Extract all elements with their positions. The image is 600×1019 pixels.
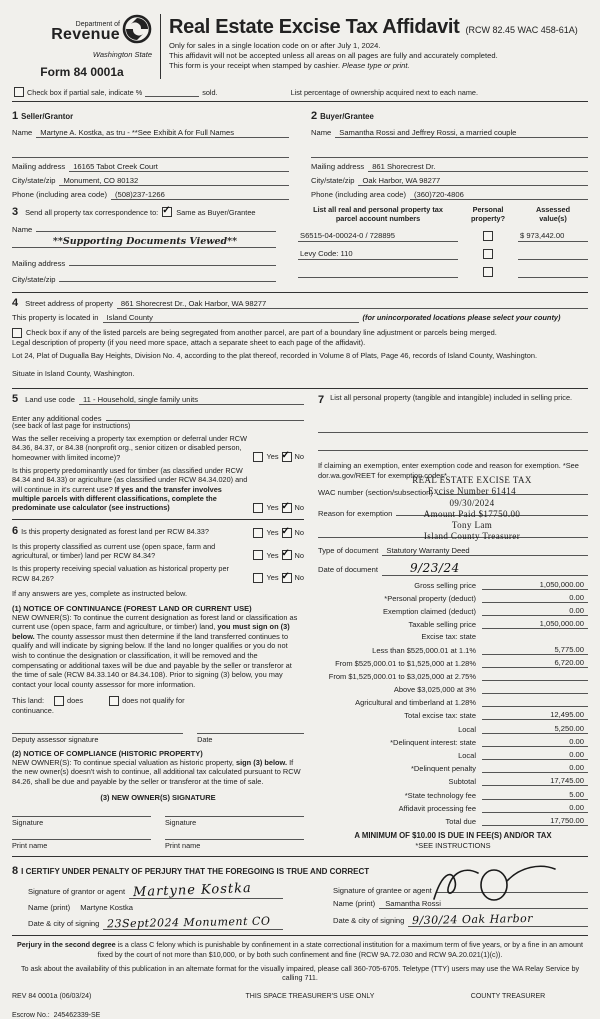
personal-property-field-1[interactable] [318,423,588,433]
personal-property-field-2[interactable] [318,441,588,451]
q6b-no-checkbox[interactable] [282,550,292,560]
grantee-date-city-field[interactable]: 9/30/24 Oak Harbor [408,913,588,927]
dor-swirl-icon [122,14,152,49]
new-owner-signature-title: (3) NEW OWNER(S) SIGNATURE [100,793,216,803]
q6c-yes-checkbox[interactable] [253,573,263,583]
street-address-field[interactable]: 861 Shorecrest Dr., Oak Harbor, WA 98277 [117,299,588,309]
deputy-assessor-signature-field[interactable]: Deputy assessor signature [12,733,183,744]
assessed-value-field[interactable] [518,249,588,260]
tier4-tax-field[interactable] [482,684,588,694]
buyer-section: 2 Buyer/Grantee Name Samantha Rossi and Jeffrey Rossi, a married couple Mailing address 861 Shorecrest Dr. City/state/zip Oak Harbor, WA 98277 Phone (including area code) (360)720-4806 [311,106,588,200]
same-as-buyer-checkbox[interactable] [162,207,172,217]
parcel-row [298,249,588,260]
delinquent-interest-state-field[interactable]: 0.00 [482,737,588,747]
buyer-heading: Buyer/Grantee [320,112,374,121]
q6a-yes-checkbox[interactable] [253,528,263,538]
header-note-2: This affidavit will not be accepted unless all areas on all pages are fully and accurately completed. [169,51,498,61]
rev-number: REV 84 0001a (06/03/24) [12,992,92,1000]
seller-section: 1 Seller/Grantor Name Martyne A. Kostka, as tru - **See Exhibit A for Full Names Mailing address 16165 Tabot Creek Court City/state/zip Monument, CO 80132 Phone (including area code) (508)237-1266 [12,106,289,200]
grantee-signing-block: Signature of grantee or agent Name (print) Samantha Rossi Date & city of signing 9/30/24 Oak Harbor [317,879,588,930]
section7-rule [12,856,588,857]
subtotal-field[interactable]: 17,745.00 [482,776,588,786]
section8-rule [12,935,588,936]
q6c-no-checkbox[interactable] [282,573,292,583]
minimum-due-note: A MINIMUM OF $10.00 IS DUE IN FEE(S) AND/OR TAX [354,830,552,840]
revenue-wordmark: Revenue [51,25,120,43]
situate-note: Situate in Island County, Washington. [12,369,135,379]
document-date-field[interactable]: 9/23/24 [382,561,588,576]
treasurer-stamp: REAL ESTATE EXCISE TAX Excise Number 61414 09/30/2024 Amount Paid $17750.00 Tony Lam Island County Treasurer [412,475,532,542]
delinquent-penalty-field[interactable]: 0.00 [482,763,588,773]
parcel-number-field[interactable] [298,267,458,278]
parcel-number-field[interactable]: S6515-04-00024-0 / 728895 [298,231,458,242]
parcel-col-header: List all real and personal property tax parcel account numbers [313,205,443,223]
if-yes-note: If any answers are yes, complete as instructed below. [12,588,187,598]
certify-statement: I CERTIFY UNDER PENALTY OF PERJURY THAT THE FOREGOING IS TRUE AND CORRECT [21,867,370,877]
page-title: Real Estate Excise Tax Affidavit [169,16,460,38]
assessed-value-field[interactable]: $ 973,442.00 [518,231,588,242]
agricultural-tax-field[interactable] [482,697,588,707]
tier3-tax-field[interactable] [482,671,588,681]
grantor-signing-block: Signature of grantor or agent Martyne Kostka Name (print) Martyne Kostka Date & city of signing 23Sept2024 Monument CO [12,879,283,930]
form-header [12,14,588,79]
buyer-city-field[interactable]: Oak Harbor, WA 98277 [358,176,588,186]
assessed-value-col-header: Assessed value(s) [535,205,571,223]
segregated-note: Check box if any of the listed parcels are being segregated from another parcel, are part of a boundary line adjustment or parcels being merged. [26,328,497,337]
seller-city-field[interactable]: Monument, CO 80132 [59,176,289,186]
same-as-buyer-label: Same as Buyer/Grantee [176,207,256,217]
correspondence-city-field[interactable] [59,272,276,282]
personal-property-checkbox-2[interactable] [483,249,493,259]
personal-property-deduct-field[interactable]: 0.00 [482,593,588,603]
form-number: Form 84 0001a [40,65,124,79]
parcel-table [298,206,588,284]
land-use-code-field[interactable]: 11 - Household, single family units [79,395,304,405]
correspondence-label: Send all property tax correspondence to: [25,207,159,217]
supporting-documents-note: **Supporting Documents Viewed** [12,236,276,248]
seller-phone-field[interactable]: (508)237-1266 [111,190,289,200]
additional-codes-field[interactable] [106,411,305,421]
parcel-row [298,267,588,278]
gross-selling-price-field[interactable]: 1,050,000.00 [482,580,588,590]
personal-property-intro: List all personal property (tangible and intangible) included in selling price. [330,392,573,402]
personal-property-section: 7 List all personal property (tangible and intangible) included in selling price. If claiming an exemption, enter exemption code and reason for exemption. *See dor.wa.gov/REET for exemption codes* WAC number (section/subsection) Reason for exemption REAL ESTATE EXCISE TAX Excise Number 61414 09/30/2024 Amount Paid $17750.00 Tony Lam Island County Treasurer Type of document Statutory Warranty Deed Date of document 9/23/24 Gross selling price 1,050,000.00 *Personal property (deduct) 0.00 Exemption claimed (deduct) 0.00 Taxable selling price 1,050,000.00 Excise tax: state Less than $525,000.01 at 1.1% 5,775.00 From $525,000.01 to $1,525,000 at 1.28% 6,720.00 From $1,525,000.01 to $3,025,000 at 2.75% Above $3,025,000 at 3% Agricultural and timberland at 1.28% Total excise tax: state 12,495.00 Local 5,250.00 *Delinquent interest: state 0.00 Local 0.00 *Delinquent penalty 0.00 Subtotal 17,745.00 *State technology fee 5.00 Affidavit processing fee 0.00 Total due 17,750.00 A MINIMUM OF $10.00 IS DUE IN FEE(S) AND/OR TAX *SEE INSTRUCTIONS [318,393,588,851]
buyer-name2-field[interactable] [311,148,588,158]
partial-sale-row [14,87,588,97]
escrow-number: Escrow No.: 245462339-SE [12,1011,101,1019]
parcel-number-field[interactable]: Levy Code: 110 [298,249,458,260]
total-excise-state-field[interactable]: 12,495.00 [482,710,588,720]
legal-description: Lot 24, Plat of Dugualla Bay Heights, Division No. 4, according to the plat thereof, recorded in Volume 8 of Plats, Page 46, records of Island County, Washington. [12,350,538,360]
new-owner-signature-field-2[interactable]: Signature [165,816,304,827]
legal-description-label: Legal description of property (if you need more space, attach a separate sheet to each page of the affidavit). [12,338,366,347]
dor-logo [12,14,160,79]
seller-name2-field[interactable] [12,148,289,158]
header-divider [160,14,161,79]
new-owner-printname-field-1[interactable]: Print name [12,839,151,850]
ownership-note: List percentage of ownership acquired next to each name. [290,88,479,97]
accessibility-note: To ask about the availability of this publication in an alternate format for the visually impaired, please call 360-705-6705. Teletype (TTY) users may use the WA Relay Service by calling 711. [20,964,580,983]
seller-mailing-field[interactable]: 16165 Tabot Creek Court [69,162,289,172]
grantor-signature-field[interactable]: Martyne Kostka [129,883,283,899]
timber-agriculture-question: Is this property predominantly used for timber (as classified under RCW 84.34 and 84.33) or agriculture (as classified under RCW 84.34.020) and will continue in it's current use? If yes and the transfer involves multiple parcels with different classifications, complete the predominate use calculator (see instructions) [12,465,248,513]
correspondence-mailing-field[interactable] [69,256,276,266]
historical-property-question: Is this property receiving special valuation as historical property per RCW 84.26? [12,564,229,583]
delinquent-interest-local-field[interactable]: 0.00 [482,750,588,760]
continuance-label: continuance. [12,705,54,715]
certification-section: 8 I CERTIFY UNDER PENALTY OF PERJURY THAT THE FOREGOING IS TRUE AND CORRECT Signature of grantor or agent Martyne Kostka Name (print) Martyne Kostka Date & city of signing 23Sept2024 Monument CO Signature of grantee or agent Name (print) Samantha Rossi Date & city of signing 9/30/24 Oak Harbor [12,861,588,930]
notice-compliance-text: NEW OWNER(S): To continue special valuation as historic property, sign (3) below. If the new owner(s) doesn't wish to continue, all additional tax calculated pursuant to RCW 84.26, shall be due and payable by the seller or transferor at the time of sale. [12,757,301,786]
parcel-row [298,231,588,242]
partial-sale-checkbox[interactable] [14,87,24,97]
county-treasurer-label: COUNTY TREASURER [470,992,546,1000]
grantor-print-name: Martyne Kostka [80,903,133,913]
personal-property-checkbox-1[interactable] [483,231,493,241]
seller-heading: Seller/Grantor [21,112,74,121]
left-column [12,393,304,851]
q5a-no-checkbox[interactable] [282,452,292,462]
taxable-selling-price-field[interactable]: 1,050,000.00 [482,619,588,629]
header-note-3: This form is your receipt when stamped by cashier. Please type or print. [169,61,410,71]
q5b-yes-checkbox[interactable] [253,503,263,513]
county-note: (for unincorporated locations please select your county) [362,313,561,322]
affidavit-processing-fee-field[interactable]: 0.00 [482,803,588,813]
notice-continuance-title: (1) NOTICE OF CONTINUANCE (FOREST LAND OR CURRENT USE) [12,603,252,613]
perjury-note: Perjury in the second degree is a class C felony which is punishable by confinement in a state correctional institution for a maximum term of five years, or by a fine in an amount fixed by the court of not more than $10,000, or by both such confinement and fine (RCW 9A.72.030 and RCW 9A.20.021(1)(c)). [16,940,584,959]
tier1-tax-field[interactable]: 5,775.00 [482,645,588,655]
header-note-1: Only for sales in a single location code on or after July 1, 2024. [169,41,381,50]
document-type-field[interactable]: Statutory Warranty Deed [382,546,588,556]
q6a-no-checkbox[interactable] [282,528,292,538]
treasurer-use-label: THIS SPACE TREASURER'S USE ONLY [245,992,375,1000]
land-use-section: 5 Land use code 11 - Household, single family units Enter any additional codes (see back of last page for instructions) Was the seller receiving a property tax exemption or deferral under RCW 84.36, 84.37, or 84.38 (nonprofit org., senior citizen or disabled person, homeowner with limited income)? Yes ✓ No Is this property predominantly used for timber (as classified under RCW 84.34 and 84.33) or agriculture (as classified under RCW 84.34.020) and will continue in it's current use? If yes and the transfer involves multiple parcels with different classifications, complete the predominate use calculator (see instructions) Yes ✓ No [12,393,304,513]
additional-codes-note: (see back of last page for instructions) [12,422,131,430]
notice-continuance-text: NEW OWNER(S): To continue the current designation as forest land or classification as current use (open space, farm and agriculture, or timber) land, you must sign on (3) below. The county assessor must then determine if the land transferred continues to qualify and will indicate by signing below. If the land no longer qualifies or you do not wish to continue the designation or classification, it will be removed and the compensating or additional taxes will be due and payable by the seller or transferor at the time of sale (RCW 84.33.140 or 84.34.108). Prior to signing (3) below, you may contact your local county assessor for more information. [12,612,298,689]
exemption-claimed-field[interactable]: 0.00 [482,606,588,616]
header-rule [12,101,588,102]
designation-section: 6 Is this property designated as forest land per RCW 84.33? Yes ✓ No Is this property classified as current use (open space, farm and agricultural, or timber) land per RCW 84.34? Yes ✓ No Is this property receiving special valuation as historical property per RCW 84.26? Yes ✓ No If any answers are yes, complete as instructed below. (1) NOTICE OF CONTINUANCE (FOREST LAND OR CURRENT USE) NEW OWNER(S): To continue the current designation as forest land or classification as current use (open space, farm and agriculture, or timber) land, you must sign on (3) below. The county assessor must then determine if the land transferred continues to qualify and will indicate by signing below. If the land no longer qualifies or you do not wish to continue the designation or classification, it will be removed and the compensating or additional taxes will be due and payable by the seller or transferor at the time of sale (RCW 84.33.140 or 84.34.108). Prior to signing (3) below, you may contact your local county assessor for more information. This land: does does not qualify for continuance. Deputy assessor signature Date (2) NOTICE OF COMPLIANCE (HISTORIC PROPERTY) NEW OWNER(S): To continue special valuation as historic property, sign (3) below. If the new owner(s) doesn't wish to continue, all additional tax calculated pursuant to RCW 84.26, shall be due and payable by the seller or transferor at the time of sale. (3) NEW OWNER(S) SIGNATURE Signature Signature Print name Print name [12,524,304,851]
current-use-question: Is this property classified as current use (open space, farm and agricultural, or timber) land per RCW 84.34? [12,541,216,560]
grantor-date-city-field[interactable]: 23Sept2024 Monument CO [103,916,283,930]
new-owner-printname-field-2[interactable]: Print name [165,839,304,850]
this-land-label: This land: [12,696,45,706]
buyer-phone-field[interactable]: (360)720-4806 [410,190,588,200]
q5b-no-checkbox[interactable] [282,503,292,513]
personal-property-checkbox-3[interactable] [483,267,493,277]
property-address-section: 4 Street address of property 861 Shorecrest Dr., Oak Harbor, WA 98277 This property is located in Island County (for unincorporated locations please select your county) Check box if any of the listed parcels are being segregated from another parcel, are part of a boundary line adjustment or parcels being merged. Legal description of property (if you need more space, attach a separate sheet to each page of the affidavit). Lot 24, Plat of Dugualla Bay Heights, Division No. 4, according to the plat thereof, recorded in Volume 8 of Plats, Page 46, records of Island County, Washington. Situate in Island County, Washington. [12,297,588,379]
deputy-assessor-date-field[interactable]: Date [197,733,304,744]
header-notes [169,41,588,71]
state-technology-fee-field[interactable]: 5.00 [482,790,588,800]
tier2-tax-field[interactable]: 6,720.00 [482,658,588,668]
buyer-mailing-field[interactable]: 861 Shorecrest Dr. [368,162,588,172]
dept-of-label: Department of [75,20,120,28]
wa-state-label: Washington State [92,50,152,59]
land-does-checkbox[interactable] [54,696,64,706]
grantee-print-name: Samantha Rossi [379,899,588,909]
partial-sale-sold-label: sold. [202,88,218,97]
see-instructions-note: *SEE INSTRUCTIONS [415,840,491,850]
segregated-checkbox[interactable] [12,328,22,338]
exemption-note: If claiming an exemption, enter exemption code and reason for exemption. *See dor.wa.gov/REET for exemption codes* [318,461,579,480]
partial-sale-label: Check box if partial sale, indicate % [27,88,143,97]
excise-tax-state-header: Excise tax: state [421,632,476,642]
section3-rule [12,292,588,293]
new-owner-signature-field-1[interactable]: Signature [12,816,151,827]
tax-correspondence-section: 3 Send all property tax correspondence to: ✓ Same as Buyer/Grantee Name **Supporting Documents Viewed** Mailing address City/state/zip [12,206,276,284]
partial-sale-percent-field[interactable] [145,87,199,97]
section4-rule [12,388,588,389]
total-due-field[interactable]: 17,750.00 [482,816,588,826]
footer-row [12,993,588,1000]
seller-name-field[interactable]: Martyne A. Kostka, as tru - **See Exhibit A for Full Names [36,128,289,138]
q5a-yes-checkbox[interactable] [253,452,263,462]
county-field[interactable]: Island County [103,313,359,323]
buyer-name-field[interactable]: Samantha Rossi and Jeffrey Rossi, a married couple [335,128,588,138]
assessed-value-field[interactable] [518,267,588,278]
land-does-not-checkbox[interactable] [109,696,119,706]
local-tax-field[interactable]: 5,250.00 [482,724,588,734]
exemption-deferral-question: Was the seller receiving a property tax exemption or deferral under RCW 84.36, 84.37, or 84.38 (nonprofit org., senior citizen or disabled person, homeowner with limited income)? [12,433,247,462]
forest-land-question: 6 Is this property designated as forest land per RCW 84.33? [12,524,209,537]
q6b-yes-checkbox[interactable] [253,550,263,560]
section5-rule [12,519,304,520]
correspondence-name-field[interactable] [36,222,276,232]
rcw-reference: (RCW 82.45 WAC 458-61A) [465,25,578,35]
notice-compliance-title: (2) NOTICE OF COMPLIANCE (HISTORIC PROPERTY) [12,748,203,758]
personal-property-col-header: Personal property? [470,205,506,223]
grantee-signature-scribble [428,863,558,912]
